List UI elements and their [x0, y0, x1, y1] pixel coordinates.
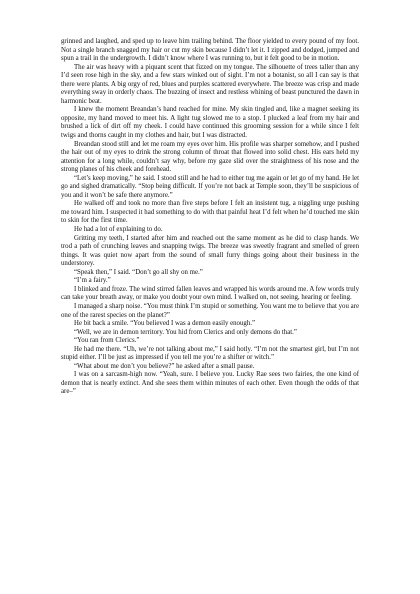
- paragraph: Gritting my teeth, I started after him and reached out the same moment as he did to clasp hands. We trod a path of crunching leaves and snapping twigs. The breeze was sweetly fragrant and smelled of green things. It was quiet now apart from the sound of small furry things going about their business in the understorey.: [61, 234, 359, 268]
- paragraph: “What about me don’t you believe?” he asked after a small pause.: [74, 362, 255, 370]
- paragraph: He walked off and took no more than five steps before I felt an insistent tug, a niggling urge pushing me toward him. I suspected it had something to do with that painful heat I’d felt when he’d touched me skin to skin for the first time.: [61, 200, 359, 225]
- page-body-text: [61, 38, 359, 397]
- paragraph: I managed a sharp noise. “You must think I’m stupid or something. You want me to believe that you are one of the rarest species on the planet?”: [61, 302, 359, 319]
- paragraph: He had me there. “Uh, we’re not talking about me,” I said hotly. “I’m not the smartest girl, but I’m not stupid either. I’ll be just as impressed if you tell me you’re a shifter or witch.”: [61, 345, 359, 362]
- paragraph: grinned and laughed, and sped up to leave him trailing behind. The floor yielded to every pound of my foot. Not a single branch snagged my hair or cut my skin because I didn’t let it. I zipped and dodged, jumped and spun a trail in the undergrowth. I didn’t know where I was running to, but it felt good to be in motion.: [61, 38, 359, 63]
- paragraph: “Speak then,” I said. “Don’t go all shy on me.”: [74, 268, 203, 276]
- paragraph: I was on a sarcasm-high now. “Yeah, sure. I believe you. Lucky Rae sees two fairies, the one kind of demon that is nearly extinct. And she sees them within minutes of each other. Even though the odds of that are–”: [61, 371, 359, 396]
- paragraph: “Let’s keep moving,” he said. I stood still and he had to either tug me again or let go of my hand. He let go and sighed dramatically. “Stop being difficult. If you’re not back at Temple soon, they’ll be suspicious of you and it won’t be safe there anymore.”: [61, 174, 359, 199]
- paragraph: “Well, we are in demon territory. You hid from Clerics and only demons do that.”: [74, 328, 297, 336]
- paragraph: The air was heavy with a piquant scent that fizzed on my tongue. The silhouette of trees taller than any I’d seen rose high in the sky, and a few stars winked out of sight. I’m not a botanist, so all I can say is that there were plants. A big orgy of red, blues and purples scattered everywhere. The breeze was crisp and made everything sway in orderly chaos. The buzzing of insect and restless whining of beast punctured the dawn in harmonic beat.: [61, 63, 359, 105]
- paragraph: “I’m a fairy.”: [74, 277, 111, 285]
- paragraph: He bit back a smile. “You believed I was a demon easily enough.”: [74, 320, 255, 328]
- paragraph: I blinked and froze. The wind stirred fallen leaves and wrapped his words around me. A few words truly can take your breath away, or make you doubt your own mind. I walked on, not seeing, hearing or feeling.: [61, 285, 359, 302]
- paragraph: I knew the moment Breandan’s hand reached for mine. My skin tingled and, like a magnet seeking its opposite, my hand moved to meet his. A light tug slowed me to a stop. I plucked a leaf from my hair and brushed a lick of dirt off my cheek. I could have continued this grooming session for a while since I felt twigs and thorns caught in my clothes and hair, but I was distracted.: [61, 106, 359, 140]
- paragraph: “You ran from Clerics.”: [74, 337, 140, 345]
- paragraph: Breandan stood still and let me roam my eyes over him. His profile was sharper somehow, and I pushed the hair out of my eyes to drink the strong column of throat that flowed into solid chest. His ears held my attention for a long while, couldn’t say why, before my gaze slid over the straightness of his nose and the strong planes of his cheek and forehead.: [61, 140, 359, 174]
- paragraph: He had a lot of explaining to do.: [74, 226, 163, 234]
